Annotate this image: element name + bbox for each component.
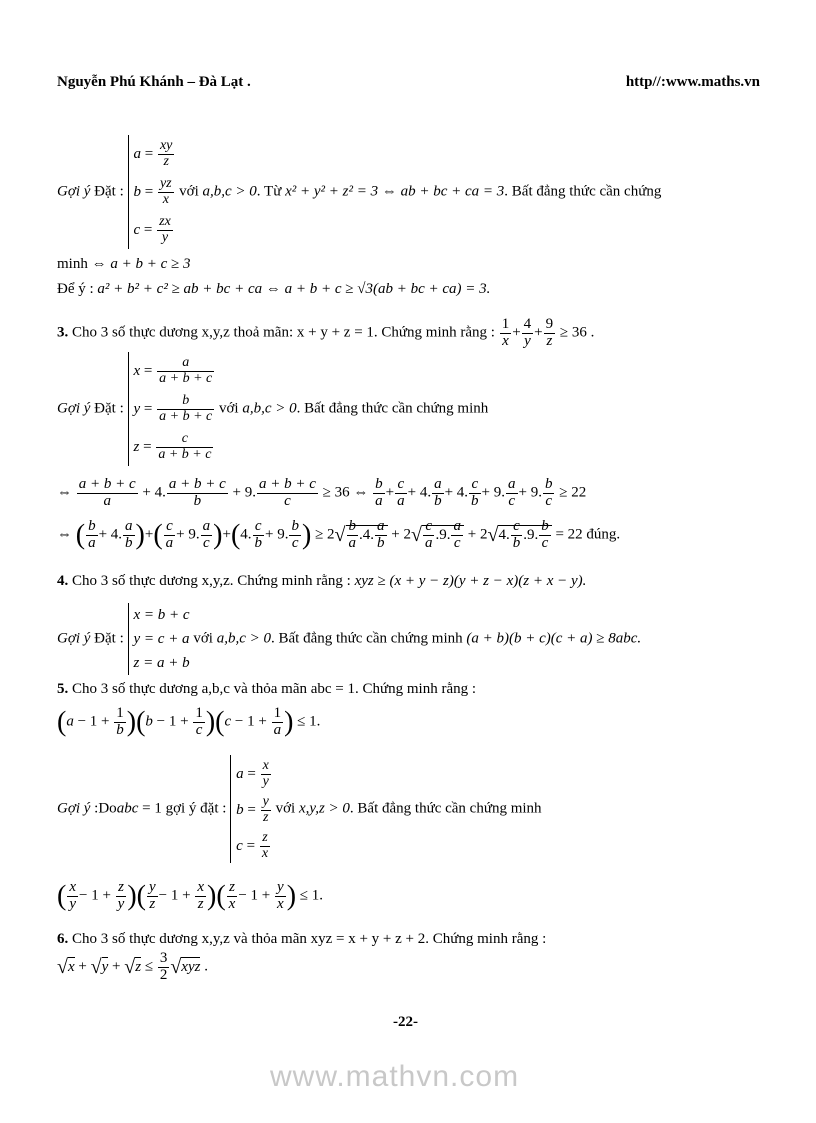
problem-5-statement xyxy=(57,681,476,698)
p5-do-label: Do xyxy=(98,800,117,817)
p2-condition: a,b,c > 0 xyxy=(202,183,257,200)
p5-number: 5. xyxy=(57,681,69,697)
watermark: www.mathvn.com xyxy=(270,1060,520,1093)
p2-cont-word: minh xyxy=(57,256,88,272)
p4-need-inequality: (a + b)(b + c)(c + a) ≥ 8abc. xyxy=(466,630,642,647)
p5-condition: x,y,z > 0 xyxy=(298,800,350,817)
p3-number: 3. xyxy=(57,324,69,341)
p6-text: Cho 3 số thực dương x,y,z và thỏa mãn xyz = x + y + z + 2. Chứng minh rằng : xyxy=(72,931,547,947)
p4-inequality: xyz ≥ (x + y − z)(y + z − x)(z + x − y). xyxy=(354,573,587,589)
header-url: http//:www.maths.vn xyxy=(625,74,760,90)
p4-condition: a,b,c > 0 xyxy=(216,630,271,647)
problem-3-statement: 3. Cho 3 số thực dương x,y,z thoả mãn: x + y + z = 1. Chứng minh rằng : $\frac{1}{x}$ + $\frac{4}{y}$ + $\frac{9}{z}$ ≥ 36 . xyxy=(57,316,595,349)
problem-4-statement xyxy=(57,573,586,590)
p3-substitution-system: x = $\frac{a}{a + b + c}$ y = $\frac{b}{a + b + c}$ z = $\frac{c}{a + b + c}$ xyxy=(128,352,216,466)
p3-need-label: Bất đẳng thức cần chứng minh xyxy=(304,400,489,417)
p5-set-label: gợi ý đặt : xyxy=(165,800,227,817)
p2-note xyxy=(57,281,490,298)
p4-need-label: Bất đẳng thức cần chứng minh xyxy=(278,630,463,647)
p2-hint-block xyxy=(57,135,661,249)
note-label: Để ý : xyxy=(57,281,94,297)
p5-need-inequality: ( $\frac{x}{y}$ − 1 + $\frac{z}{y}$ )( $\frac{y}{z}$ − 1 + $\frac{x}{z}$ )( $\frac{z}{x}$ − 1 + $\frac{y}{x}$ ) ≤ 1. xyxy=(57,879,323,912)
p3-text: Cho 3 số thực dương x,y,z thoả mãn: x + y + z = 1. Chứng minh rằng : xyxy=(72,324,495,341)
p3-with-label: với xyxy=(219,400,239,417)
p3-hint-label: Gợi ý xyxy=(57,400,91,417)
p4-hint-block: Gợi ý Đặt : x = b + c y = c + a z = a + b với a,b,c > 0. Bất đẳng thức cần chứng minh (a + b)(b + c)(c + a) ≥ 8abc. xyxy=(57,603,641,675)
p4-hint-label: Gợi ý xyxy=(57,630,91,647)
p3-condition: a,b,c > 0 xyxy=(242,400,297,417)
problem-6-statement xyxy=(57,931,546,948)
p6-number: 6. xyxy=(57,931,69,947)
p5-substitution-system: a = $\frac{x}{y}$ b = $\frac{y}{z}$ c = $\frac{z}{x}$ xyxy=(230,755,272,863)
p5-hint-label: Gợi ý xyxy=(57,800,91,817)
p2-from-text: . Từ xyxy=(256,183,282,200)
p3-step-1: ⇔ $\frac{a + b + c}{a}$ + 4. $\frac{a + b + c}{b}$ + 9. $\frac{a + b + c}{c}$ ≥ 36 ⇔ $\frac{b}{a}$ + $\frac{c}{a}$ + 4. $\frac{a}{b}$ + 4. $\frac{c}{b}$ + 9. $\frac{a}{c}$ + 9. $\frac{b}{c}$ ≥ 22 xyxy=(57,476,587,509)
p6-inequality: √x + √y + √z ≤ $\frac{3}{2}$ √xyz . xyxy=(57,950,208,983)
p4-text: Cho 3 số thực dương x,y,z. Chứng minh rằng : xyxy=(72,573,351,589)
true-word: đúng. xyxy=(586,526,621,543)
p3-step-2: ⇔ ( $\frac{b}{a}$ + 4. $\frac{a}{b}$ )+( $\frac{c}{a}$ + 9. $\frac{a}{c}$ )+(4. $\frac{c}{b}$ + 9. $\frac{b}{c}$ ) ≥ 2√ $\frac{b}{a}$ .4. $\frac{a}{b}$ + 2√ $\frac{c}{a}$ .9. $\frac{a}{c}$ + 2√4. $\frac{c}{b}$ .9. $\frac{b}{c}$ = 22 đúng. xyxy=(57,518,621,551)
with-label: với xyxy=(179,183,199,200)
p5-with-label: với xyxy=(275,800,296,817)
p4-substitution-system: x = b + c y = c + a z = a + b xyxy=(128,603,190,675)
p4-with-label: với xyxy=(193,630,213,647)
p4-set-label: Đặt : xyxy=(94,630,124,647)
p5-need-label: Bất đẳng thức cần chứng minh xyxy=(357,800,542,817)
p5-hint-block: Gợi ý :Doabc = 1 gợi ý đặt : a = $\frac{x}{y}$ b = $\frac{y}{z}$ c = $\frac{z}{x}$ với x,y,z > 0. Bất đẳng thức cần chứng minh xyxy=(57,755,542,863)
header-author: Nguyễn Phú Khánh – Đà Lạt . xyxy=(57,74,251,90)
p2-cont xyxy=(57,256,190,273)
p2-cont-expr: ⇔ a + b + c ≥ 3 xyxy=(91,256,191,272)
p3-hint-block: Gợi ý Đặt : x = $\frac{a}{a + b + c}$ y = $\frac{b}{a + b + c}$ z = $\frac{c}{a + b + c}$ với a,b,c > 0. Bất đẳng thức cần chứng minh xyxy=(57,352,488,466)
p2-equivalence: x² + y² + z² = 3 ⇔ ab + bc + ca = 3 xyxy=(285,183,505,200)
page-number: -22- xyxy=(393,1014,418,1030)
p5-text: Cho 3 số thực dương a,b,c và thỏa mãn abc = 1. Chứng minh rằng : xyxy=(72,681,477,697)
p3-set-label: Đặt : xyxy=(94,400,124,417)
p5-inequality: (a − 1 + $\frac{1}{b}$ )(b − 1 + $\frac{1}{c}$ )(c − 1 + $\frac{1}{a}$ ) ≤ 1. xyxy=(57,705,321,738)
hint-label: Gợi ý xyxy=(57,183,91,200)
set-label: Đặt : xyxy=(94,183,124,200)
p2-substitution-system: a = $\frac{xy}{z}$ b = $\frac{yz}{x}$ c = $\frac{zx}{y}$ xyxy=(128,135,176,249)
p4-number: 4. xyxy=(57,573,69,589)
p2-note-expr: a² + b² + c² ≥ ab + bc + ca ⇔ a + b + c ≥ √3(ab + bc + ca) = 3. xyxy=(97,281,491,297)
p2-need-text: . Bất đẳng thức cần chứng xyxy=(504,183,662,200)
